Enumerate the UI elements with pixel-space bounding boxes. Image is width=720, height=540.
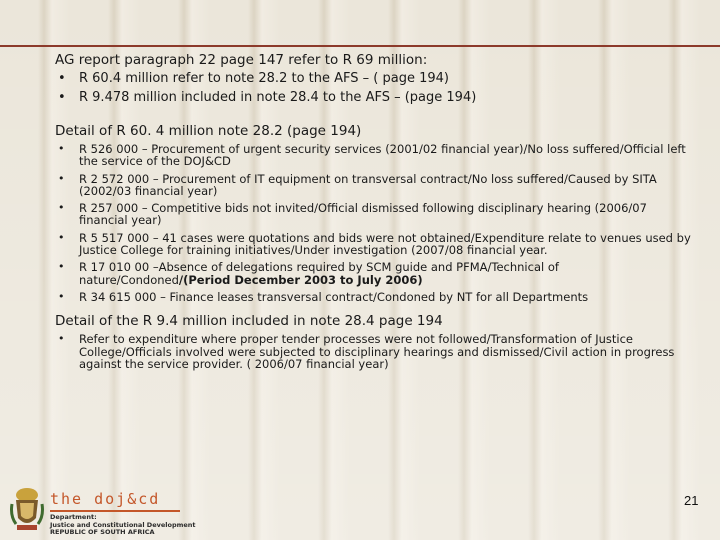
list-item: • R 34 615 000 – Finance leases transversal contract/Condoned by NT for all Departments	[55, 291, 695, 303]
section-detail-9-4	[55, 313, 695, 370]
list-item: • R 257 000 – Competitive bids not invited/Official dismissed following disciplinary hearing (2006/07 financial year)	[55, 202, 695, 227]
bullet-list	[55, 333, 695, 370]
coat-of-arms-icon	[8, 486, 46, 532]
item-text: R 17 010 00 –Absence of delegations required by SCM guide and PFMA/Technical of nature/Condoned	[79, 260, 559, 287]
section-heading: Detail of the R 9.4 million included in note 28.4 page 194	[55, 313, 443, 330]
page-number: 21	[684, 493, 699, 508]
department-name	[50, 514, 196, 537]
slide-content	[55, 52, 695, 375]
section-detail-60-4	[55, 123, 695, 303]
bullet-list	[55, 143, 695, 303]
list-item: • R 60.4 million refer to note 28.2 to the AFS – ( page 194)	[55, 69, 695, 88]
dept-line: Justice and Constitutional Development	[50, 520, 196, 529]
dept-line: REPUBLIC OF SOUTH AFRICA	[50, 528, 155, 536]
list-item: • Refer to expenditure where proper tender processes were not followed/Transformation of Justice College/Officials involved were subjected to disciplinary hearings and dismissed/Civil action in progress against the service provider. ( 2006/07 financial year)	[55, 333, 695, 370]
logo-underline	[50, 510, 180, 512]
item-period: /(Period December 2003 to July 2006)	[178, 272, 423, 287]
list-item: • R 526 000 – Procurement of urgent security services (2001/02 financial year)/No loss suffered/Official left the service of the DOJ&CD	[55, 143, 695, 168]
logo-wordmark: the doj&cd	[50, 490, 161, 508]
list-item: • R 5 517 000 – 41 cases were quotations and bids were not obtained/Expenditure relate to venues used by Justice College for training initiatives/Under investigation (2007/08 financial year.	[55, 232, 695, 257]
list-item: • R 2 572 000 – Procurement of IT equipment on transversal contract/No loss suffered/Caused by SITA (2002/03 financial year)	[55, 173, 695, 198]
section-heading: Detail of R 60. 4 million note 28.2 (page 194)	[55, 123, 362, 139]
list-item: • R 9.478 million included in note 28.4 to the AFS – (page 194)	[55, 88, 695, 107]
top-divider	[0, 45, 720, 47]
list-item	[55, 261, 695, 286]
section-heading: AG report paragraph 22 page 147 refer to R 69 million:	[55, 52, 428, 68]
section-ag-report	[55, 52, 695, 107]
bullet-list	[55, 69, 695, 107]
dept-line: Department:	[50, 513, 97, 521]
